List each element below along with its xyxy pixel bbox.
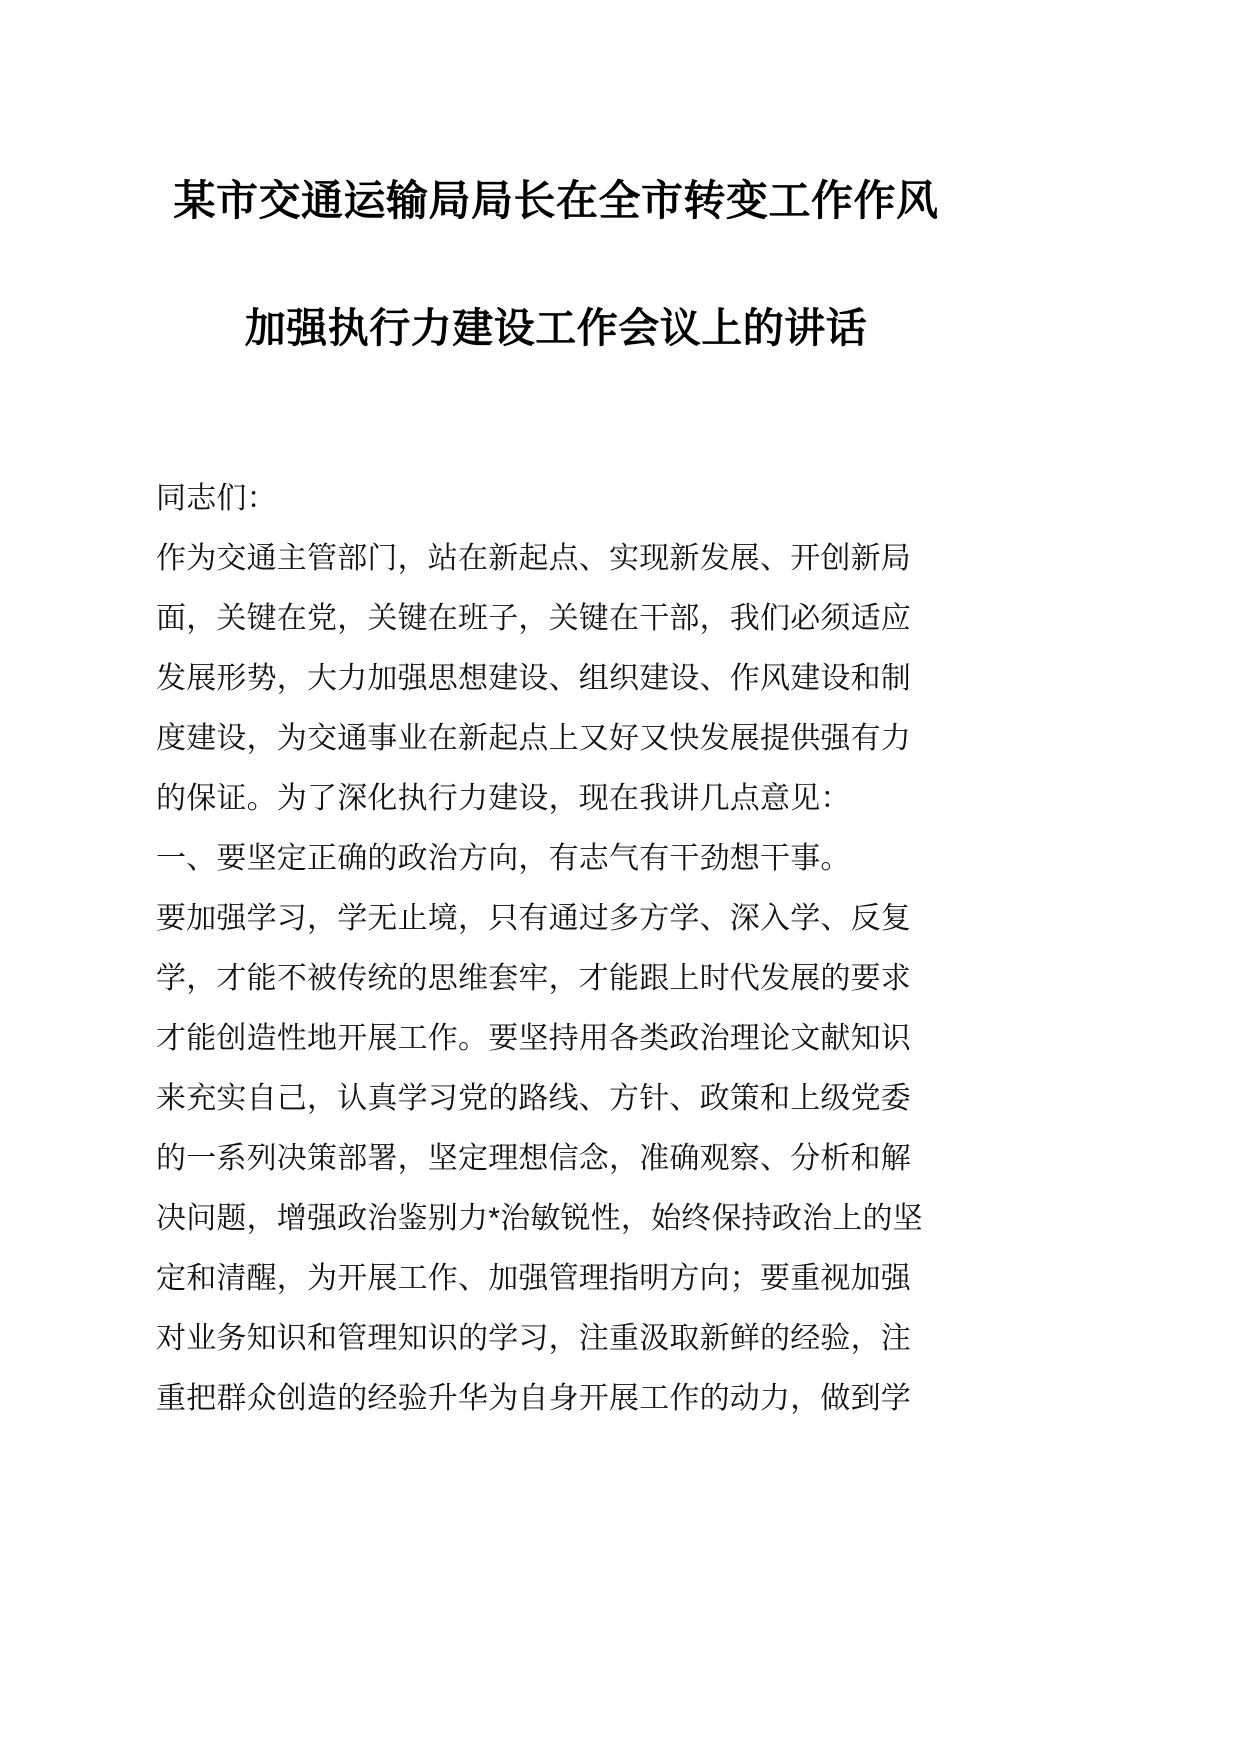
paragraph-line: 的保证。为了深化执行力建设，现在我讲几点意见： xyxy=(156,782,851,815)
salutation: 同志们： xyxy=(156,482,277,515)
title-line-2: 加强执行力建设工作会议上的讲话 xyxy=(244,305,868,351)
paragraph-line: 来充实自己，认真学习党的路线、方针、政策和上级党委 xyxy=(156,1082,911,1115)
title-line-1: 某市交通运输局局长在全市转变工作作风 xyxy=(173,177,939,224)
paragraph-line: 作为交通主管部门，站在新起点、实现新发展、开创新局 xyxy=(156,542,911,575)
paragraph-line: 要加强学习，学无止境，只有通过多方学、深入学、反复 xyxy=(156,902,911,935)
paragraph-line: 发展形势，大力加强思想建设、组织建设、作风建设和制 xyxy=(156,662,911,695)
opening-paragraph xyxy=(156,529,956,829)
page-title xyxy=(156,0,956,349)
paragraph-line: 决问题，增强政治鉴别力*治敏锐性，始终保持政治上的坚 xyxy=(156,1202,923,1235)
document-body xyxy=(156,349,956,1429)
section-heading-one xyxy=(156,829,956,889)
paragraph-line: 的一系列决策部署，坚定理想信念，准确观察、分析和解 xyxy=(156,1142,911,1175)
paragraph-line: 学，才能不被传统的思维套牢，才能跟上时代发展的要求 xyxy=(156,962,911,995)
paragraph-line: 重把群众创造的经验升华为自身开展工作的动力，做到学 xyxy=(156,1382,911,1415)
paragraph-line: 对业务知识和管理知识的学习，注重汲取新鲜的经验，注 xyxy=(156,1322,911,1355)
paragraph-line: 度建设，为交通事业在新起点上又好又快发展提供强有力 xyxy=(156,722,911,755)
section-one-body xyxy=(156,889,956,1429)
document-content xyxy=(156,0,956,1429)
paragraph-line: 定和清醒，为开展工作、加强管理指明方向；要重视加强 xyxy=(156,1262,911,1295)
paragraph-line: 面，关键在党，关键在班子，关键在干部，我们必须适应 xyxy=(156,602,911,635)
paragraph-line: 一、要坚定正确的政治方向，有志气有干劲想干事。 xyxy=(156,842,851,875)
paragraph-line: 才能创造性地开展工作。要坚持用各类政治理论文献知识 xyxy=(156,1022,911,1055)
